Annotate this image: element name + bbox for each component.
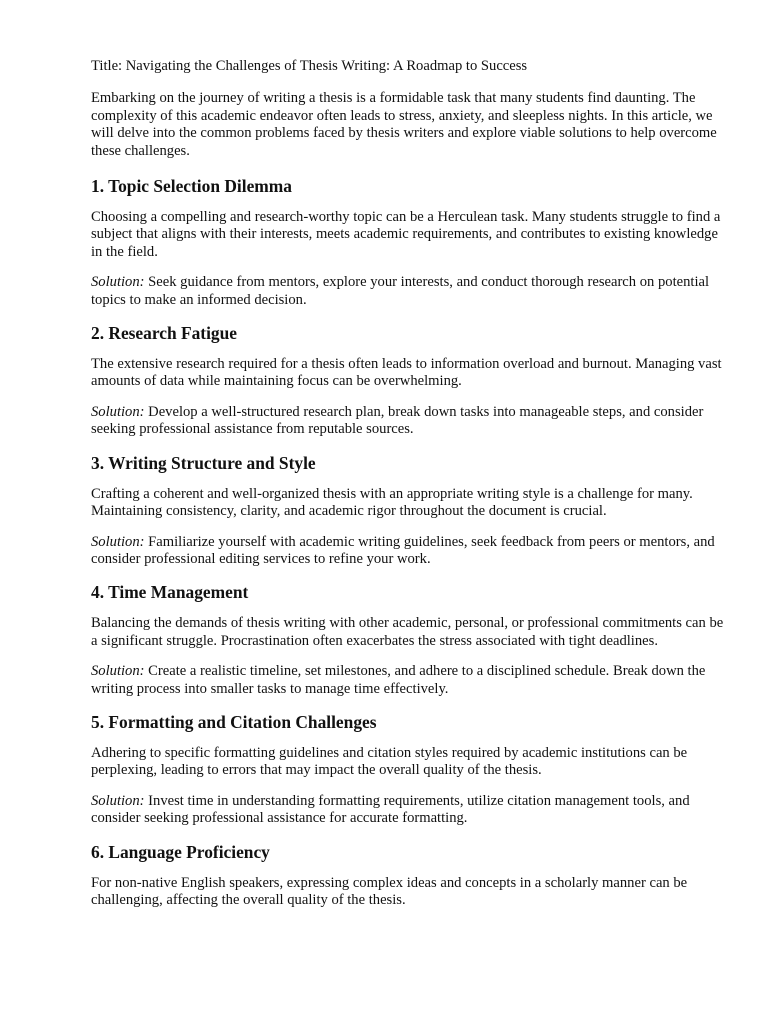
intro-paragraph: Embarking on the journey of writing a thesis is a formidable task that many students find daunting. The complexity of this academic endeavor often leads to stress, anxiety, and sleepless nights. In this article, we will delve into the common problems faced by thesis writers and explore viable solutions to help overcome these challenges. (91, 90, 717, 159)
problem-paragraph: Balancing the demands of thesis writing with other academic, personal, or professional commitments can be a significant struggle. Procrastination often exacerbates the stress associated with tight deadlines. (91, 615, 724, 649)
section-heading: 6. Language Proficiency (91, 841, 270, 862)
problem-paragraph: Choosing a compelling and research-worthy topic can be a Herculean task. Many students struggle to find a subject that aligns with their interests, meets academic requirements, and contributes to existing knowledge in the field. (91, 209, 721, 260)
solution-text: Familiarize yourself with academic writing guidelines, seek feedback from peers or mentors, and consider professional editing services to refine your work. (91, 533, 715, 567)
section-research-fatigue (91, 323, 731, 439)
section-time-management (91, 582, 731, 698)
document-title: Title: Navigating the Challenges of Thesis Writing: A Roadmap to Success (91, 58, 528, 74)
solution-text: Seek guidance from mentors, explore your interests, and conduct thorough research on potential topics to make an informed decision. (91, 274, 710, 308)
problem-paragraph: The extensive research required for a thesis often leads to information overload and burnout. Managing vast amounts of data while maintaining focus can be overwhelming. (91, 356, 722, 390)
section-heading: 5. Formatting and Citation Challenges (91, 711, 377, 732)
document-page (91, 58, 731, 922)
section-writing-structure (91, 453, 731, 569)
solution-text: Invest time in understanding formatting requirements, utilize citation management tools, and consider seeking professional assistance for accurate formatting. (91, 792, 690, 827)
solution-label: Solution: (91, 663, 145, 680)
solution-paragraph (91, 534, 731, 569)
section-heading: 1. Topic Selection Dilemma (91, 176, 292, 197)
solution-label: Solution: (91, 792, 145, 809)
section-formatting-citation (91, 712, 731, 828)
solution-paragraph (91, 793, 731, 828)
section-heading: 4. Time Management (91, 582, 249, 603)
solution-text: Create a realistic timeline, set milestones, and adhere to a disciplined schedule. Break down the writing process into smaller tasks to manage time effectively. (91, 663, 706, 697)
solution-paragraph (91, 274, 731, 309)
problem-paragraph: Adhering to specific formatting guidelines and citation styles required by academic institutions can be perplexing, leading to errors that may impact the overall quality of the thesis. (91, 744, 688, 779)
solution-text: Develop a well-structured research plan, break down tasks into manageable steps, and consider seeking professional assistance from reputable sources. (91, 403, 704, 438)
section-heading: 2. Research Fatigue (91, 323, 238, 344)
problem-paragraph: Crafting a coherent and well-organized thesis with an appropriate writing style is a challenge for many. Maintaining consistency, clarity, and academic rigor throughout the document is crucial. (91, 485, 693, 520)
solution-paragraph (91, 404, 731, 439)
solution-label: Solution: (91, 533, 145, 550)
section-topic-selection (91, 176, 731, 309)
section-heading: 3. Writing Structure and Style (91, 452, 316, 473)
problem-paragraph: For non-native English speakers, expressing complex ideas and concepts in a scholarly manner can be challenging, affecting the overall quality of the thesis. (91, 874, 688, 908)
solution-label: Solution: (91, 274, 145, 291)
solution-label: Solution: (91, 403, 145, 420)
solution-paragraph (91, 663, 731, 698)
section-language-proficiency (91, 842, 731, 910)
